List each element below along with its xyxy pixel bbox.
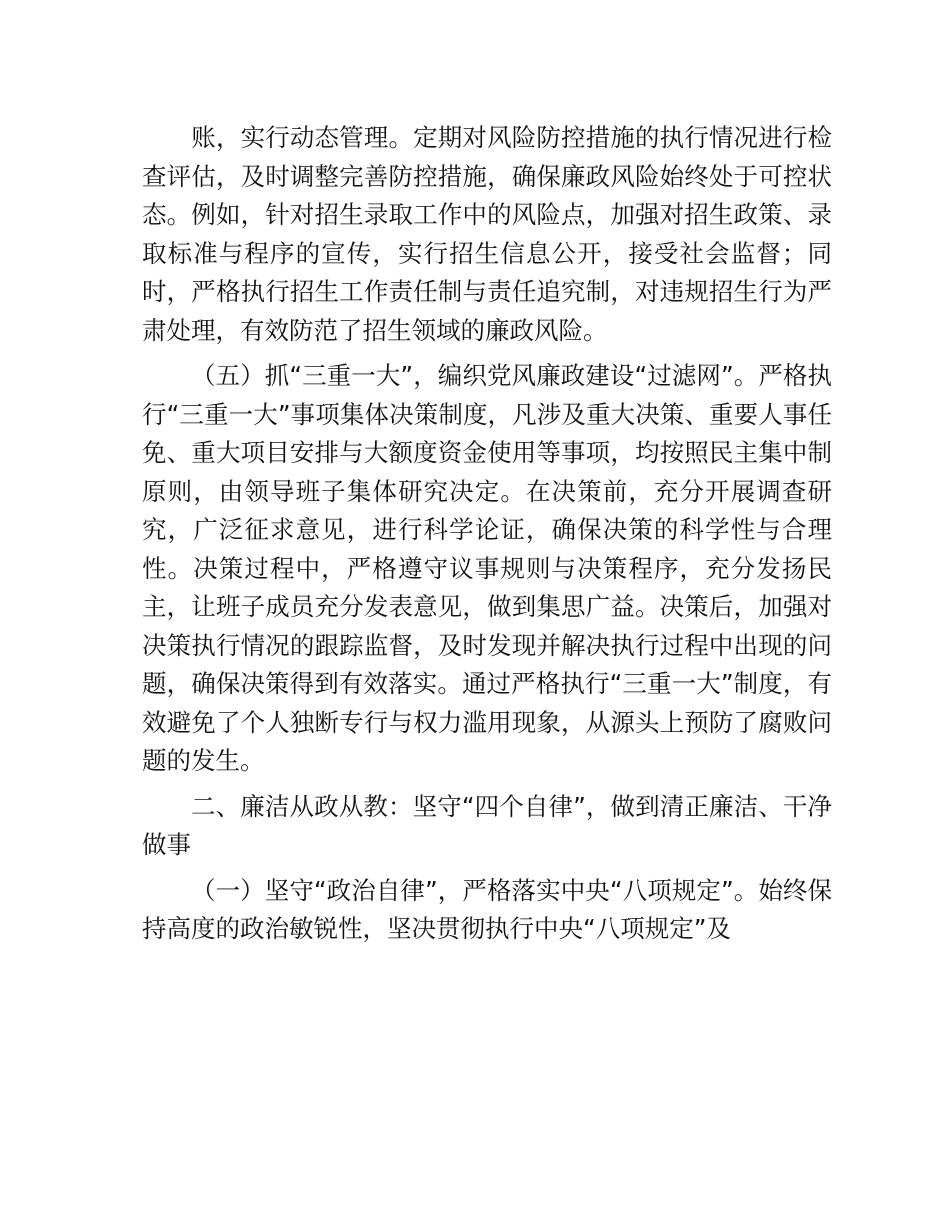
- section-heading-2: 二、廉洁从政从教：坚守“四个自律”，做到清正廉洁、干净做事: [142, 791, 832, 859]
- paragraph-3: （一）坚守“政治自律”，严格落实中央“八项规定”。始终保持高度的政治敏锐性，坚决贯彻执行中央“八项规定”及: [142, 875, 832, 943]
- paragraph-2: （五）抓“三重一大”，编织党风廉政建设“过滤网”。严格执行“三重一大”事项集体决策制度，凡涉及重大决策、重要人事任免、重大项目安排与大额度资金使用等事项，均按照民主集中制原则，由领导班子集体研究决定。在决策前，充分开展调查研究，广泛征求意见，进行科学论证，确保决策的科学性与合理性。决策过程中，严格遵守议事规则与决策程序，充分发扬民主，让班子成员充分发表意见，做到集思广益。决策后，加强对决策执行情况的跟踪监督，及时发现并解决执行过程中出现的问题，确保决策得到有效落实。通过严格执行“三重一大”制度，有效避免了个人独断专行与权力滥用现象，从源头上预防了腐败问题的发生。: [142, 361, 832, 775]
- paragraph-1: 账，实行动态管理。定期对风险防控措施的执行情况进行检查评估，及时调整完善防控措施，确保廉政风险始终处于可控状态。例如，针对招生录取工作中的风险点，加强对招生政策、录取标准与程序的宣传，实行招生信息公开，接受社会监督；同时，严格执行招生工作责任制与责任追究制，对违规招生行为严肃处理，有效防范了招生领域的廉政风险。: [142, 123, 832, 345]
- document-body: [142, 119, 832, 956]
